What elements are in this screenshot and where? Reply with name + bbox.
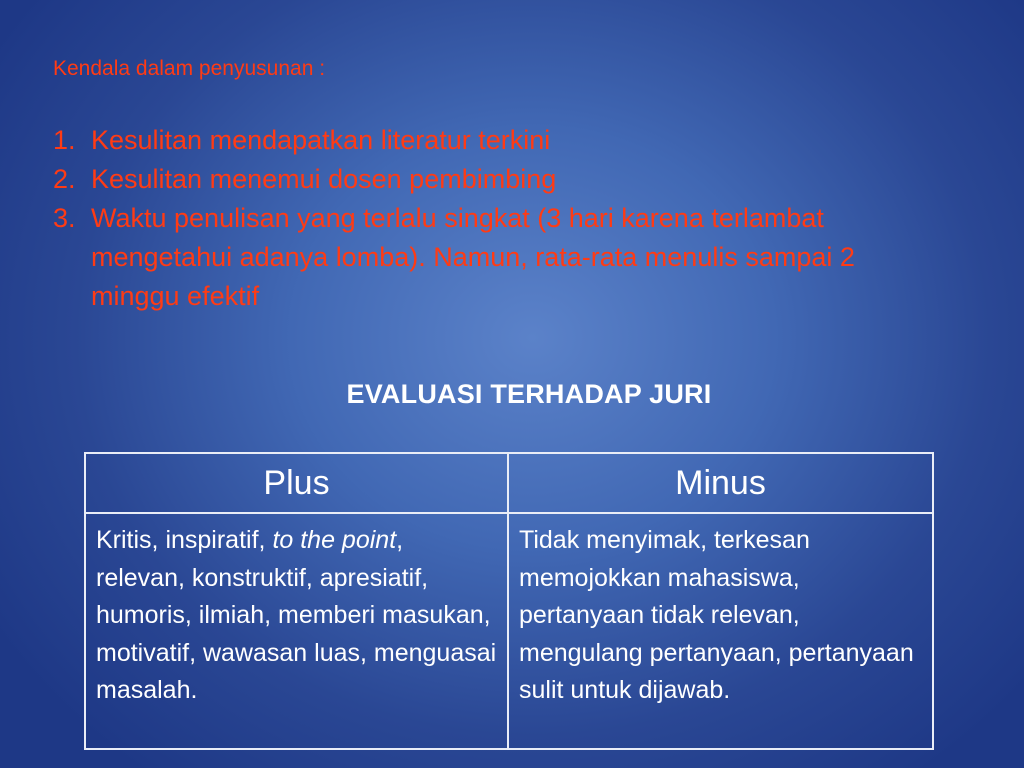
issue-item <box>53 199 933 316</box>
plus-text-end: , relevan, konstruktif, apresiatif, humoris, ilmiah, memberi masukan, motivatif, wawasan luas, menguasai masalah. <box>96 526 497 704</box>
evaluation-table <box>84 452 934 750</box>
intro-text: Kendala dalam penyusunan : <box>53 57 326 80</box>
plus-cell <box>85 513 508 749</box>
issue-number: 1. <box>53 125 76 155</box>
table-header-row <box>85 453 933 513</box>
section-title: EVALUASI TERHADAP JURI <box>346 379 712 409</box>
table-row <box>85 513 933 749</box>
issue-item <box>53 160 933 199</box>
minus-header: Minus <box>508 453 933 513</box>
issue-number: 3. <box>53 203 76 233</box>
plus-header: Plus <box>85 453 508 513</box>
plus-text-start: Kritis, inspiratif, <box>96 526 273 554</box>
plus-text-italic: to the point <box>272 526 397 554</box>
minus-cell: Tidak menyimak, terkesan memojokkan mahasiswa, pertanyaan tidak relevan, mengulang pertanyaan, pertanyaan sulit untuk dijawab. <box>508 513 933 749</box>
issue-text: Kesulitan menemui dosen pembimbing <box>91 164 557 194</box>
issue-text: Kesulitan mendapatkan literatur terkini <box>91 125 551 155</box>
issue-item <box>53 121 933 160</box>
issue-number: 2. <box>53 164 76 194</box>
issue-text: Waktu penulisan yang terlalu singkat (3 hari karena terlambat mengetahui adanya lomba). Namun, rata-rata menulis sampai 2 minggu efektif <box>91 203 855 311</box>
issue-list <box>53 121 933 316</box>
